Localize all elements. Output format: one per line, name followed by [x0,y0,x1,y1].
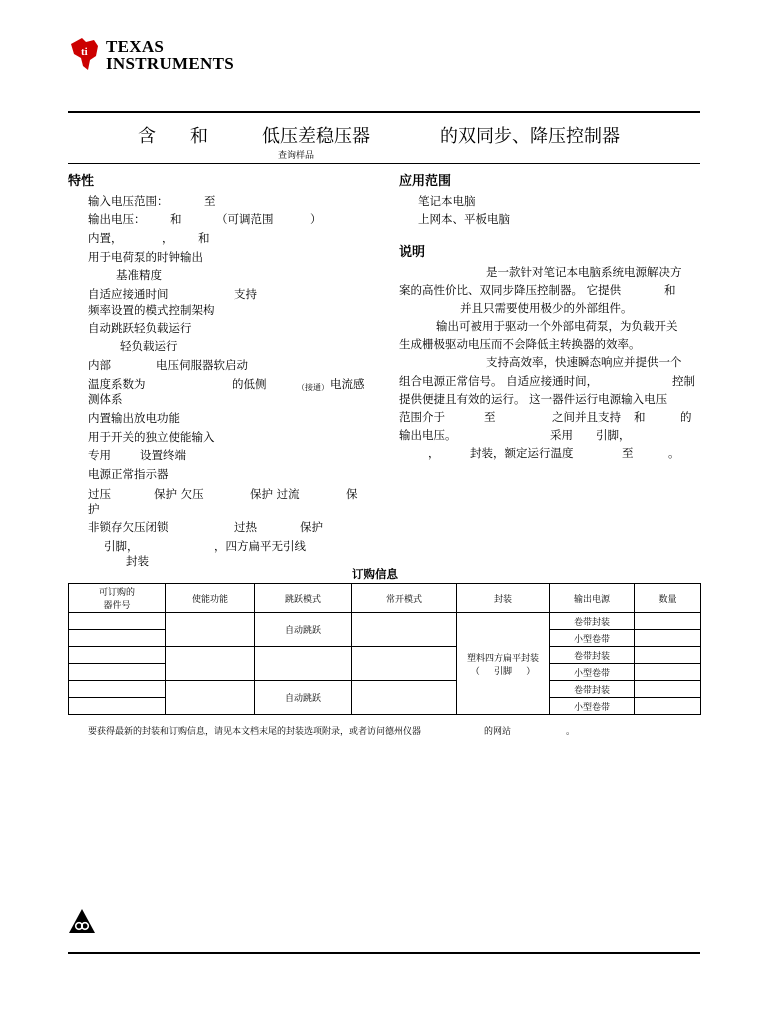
table-cell [352,647,457,681]
feature-text: 测体系 [88,392,123,406]
ordering-note-website[interactable]: 的网站 [484,727,512,737]
skip-mode-cell: 自动跳跃 [255,613,352,647]
skip-mode-cell: 自动跳跃 [255,681,352,715]
feature-text: 内部 [88,358,111,372]
feature-text: 自适应接通时间 [88,287,169,301]
bottom-rule [68,952,700,954]
feature-text: （接通） [297,383,329,392]
table-cell [635,613,701,630]
feature-text: 电流感 [330,377,365,391]
ti-logo [68,36,234,78]
sample-link[interactable]: 查询样品 [278,151,315,161]
feature-text: 过压 [88,487,111,501]
feature-text: 基准精度 [116,268,162,282]
feature-text: 专用 [88,448,111,462]
feature-text: 护 [88,502,100,516]
feature-text: 内置输出放电功能 [88,411,180,425]
table-cell [69,647,166,664]
logo-wordmark [106,38,234,72]
feature-text: 封装 [126,554,149,568]
feature-text: 自动跳跃轻负载运行 [88,321,192,335]
title-part-4: 的双同步、降压控制器 [440,126,620,147]
feature-text: 频率设置的模式控制架构 [88,303,215,317]
description-text: 输出可被用于驱动一个外部电荷泵，为负载开关 [436,319,678,333]
header-orderable-device: 可订购的 器件号 [69,584,166,613]
feature-text: 和 [198,231,210,245]
feature-text: 用于电荷泵的时钟输出 [88,250,203,264]
table-cell [352,681,457,715]
svg-text:ti: ti [81,46,88,58]
description-text: ， [428,446,440,460]
feature-text: ， [162,231,174,245]
package-name: 塑料四方扁平封装 [466,653,539,664]
feature-text: 的低侧 [232,377,267,391]
header-package: 封装 [457,584,550,613]
output-cell: 小型卷带 [550,630,635,647]
table-cell [352,613,457,647]
description-text: 提供便捷且有效的运行。 这一器件运行电源输入电压 [399,392,668,406]
feature-text: 用于开关的独立使能输入 [88,430,215,444]
package-pins: （ 引脚 ） [470,666,536,677]
table-cell [69,681,166,698]
table-cell [69,630,166,647]
description-text: 的 [680,410,692,424]
feature-text: 输出电压： [88,212,146,226]
description-text: 输出电压。 [399,428,457,442]
title-rule [68,163,700,164]
application-item: 笔记本电脑 [418,194,476,208]
feature-text: 温度系数为 [88,377,146,391]
output-cell: 卷带封装 [550,613,635,630]
ordering-note-end: 。 [566,727,576,737]
feature-text: 轻负载运行 [120,339,178,353]
feature-text: 电源正常指示器 [88,467,169,481]
description-text: 案的高性价比、双同步降压控制器。 它提供 [399,283,622,297]
header-always-on: 常开模式 [352,584,457,613]
description-text: 生成栅极驱动电压而不会降低主转换器的效率。 [399,337,641,351]
description-text: 至 [622,446,634,460]
description-text: 支持高效率，快速瞬态响应并提供一个 [486,355,682,369]
output-cell: 小型卷带 [550,698,635,715]
description-text: 范围介于 [399,410,445,424]
feature-text: 至 [204,194,216,208]
title-part-1: 含 [138,126,156,147]
feature-text: （可调范围 [216,212,274,226]
description-text: 至 [484,410,496,424]
feature-text: 非锁存欠压闭锁 [88,520,169,534]
logo-line-2: INSTRUMENTS [106,54,234,73]
description-text: 是一款针对笔记本电脑系统电源解决方 [486,265,682,279]
output-cell: 卷带封装 [550,647,635,664]
description-text: 采用 [550,428,573,442]
description-text: 并且只需要使用极少的外部组件。 [460,301,633,315]
table-cell [69,664,166,681]
table-cell [635,664,701,681]
header-enable: 使能功能 [166,584,255,613]
ordering-table [68,583,701,715]
table-cell [635,630,701,647]
description-text: 封装，额定运行温度 [470,446,574,460]
table-cell [166,681,255,715]
feature-text: 保护 过流 [250,487,300,501]
title-part-2: 和 [190,126,208,147]
table-cell [166,613,255,647]
title-part-3: 低压差稳压器 [262,126,370,147]
output-cell: 小型卷带 [550,664,635,681]
warning-icon [68,908,96,934]
feature-text: 输入电压范围： [88,194,169,208]
feature-text: 保护 [300,520,323,534]
feature-text: 过热 [234,520,257,534]
description-text: 和 [634,410,646,424]
feature-text: 内置， [88,231,123,245]
ti-logo-icon [68,36,102,72]
table-cell [69,698,166,715]
ordering-note: 要获得最新的封装和订购信息，请见本文档末尾的封装选项附录，或者访问德州仪器 [88,727,422,737]
top-rule [68,111,700,113]
description-text: 引脚， [596,428,631,442]
table-cell [69,613,166,630]
ordering-title: 订购信息 [352,567,398,581]
description-text: 控制 [672,374,695,388]
table-cell [166,647,255,681]
feature-text: ，四方扁平无引线 [214,539,306,553]
feature-text: 电压伺服器软启动 [156,358,248,372]
description-text: 。 [668,446,680,460]
feature-text: 保护 欠压 [154,487,204,501]
table-cell [635,647,701,664]
description-text: 和 [664,283,676,297]
feature-text: ） [310,212,322,226]
logo-line-1: TEXAS [106,37,165,56]
features-heading: 特性 [68,174,95,189]
application-item: 上网本、平板电脑 [418,212,510,226]
feature-text: 引脚， [104,539,139,553]
description-text: 之间并且支持 [552,410,621,424]
feature-text: 和 [170,212,182,226]
applications-heading: 应用范围 [399,174,452,189]
header-skip-mode: 跳跃模式 [255,584,352,613]
feature-text: 设置终端 [140,448,186,462]
table-cell [255,647,352,681]
header-quantity: 数量 [635,584,701,613]
description-text: 组合电源正常信号。 自适应接通时间， [399,374,599,388]
header-output: 输出电源 [550,584,635,613]
package-cell [457,613,550,715]
table-cell [635,681,701,698]
table-cell [635,698,701,715]
feature-text: 保 [346,487,358,501]
description-heading: 说明 [399,245,426,260]
feature-text: 支持 [234,287,257,301]
output-cell: 卷带封装 [550,681,635,698]
